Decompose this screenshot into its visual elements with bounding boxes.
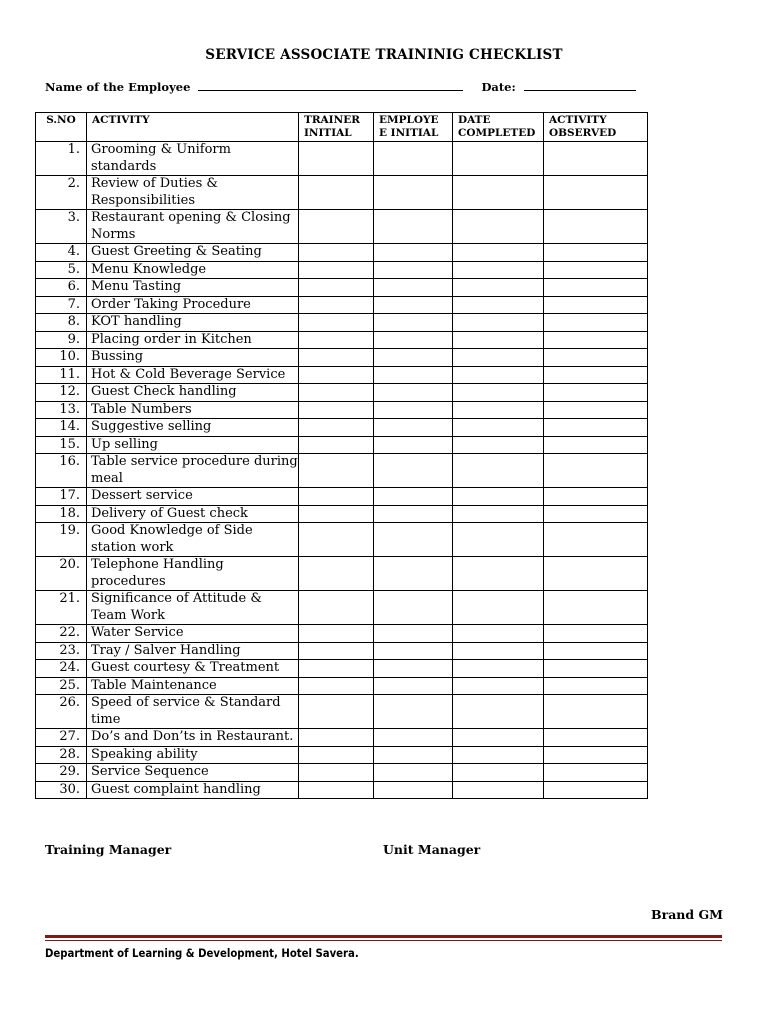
- trainer-initial-cell[interactable]: [299, 349, 374, 367]
- row-number: 26.: [36, 695, 87, 729]
- table-row: [36, 419, 648, 437]
- date-completed-cell[interactable]: [453, 436, 544, 454]
- table-row: [36, 279, 648, 297]
- row-activity: Guest courtesy & Treatment: [87, 660, 299, 678]
- trainer-initial-cell[interactable]: [299, 781, 374, 799]
- employee-initial-cell[interactable]: [374, 488, 453, 506]
- employee-initial-cell[interactable]: [374, 384, 453, 402]
- date-completed-cell[interactable]: [453, 557, 544, 591]
- row-number: 8.: [36, 314, 87, 332]
- activity-observed-cell[interactable]: [544, 349, 648, 367]
- date-completed-cell[interactable]: [453, 729, 544, 747]
- date-completed-cell[interactable]: [453, 314, 544, 332]
- employee-initial-cell[interactable]: [374, 729, 453, 747]
- column-header-activity-observed: ACTIVITY OBSERVED: [544, 113, 648, 142]
- activity-observed-cell[interactable]: [544, 314, 648, 332]
- table-row: [36, 591, 648, 625]
- row-activity: Tray / Salver Handling: [87, 642, 299, 660]
- row-activity: Guest complaint handling: [87, 781, 299, 799]
- trainer-initial-cell[interactable]: [299, 366, 374, 384]
- activity-observed-cell[interactable]: [544, 625, 648, 643]
- employee-initial-cell[interactable]: [374, 625, 453, 643]
- row-activity: Guest Check handling: [87, 384, 299, 402]
- unit-manager-signature: Unit Manager: [383, 842, 481, 857]
- row-activity: Water Service: [87, 625, 299, 643]
- activity-observed-cell[interactable]: [544, 401, 648, 419]
- table-row: [36, 176, 648, 210]
- row-activity: Do’s and Don’ts in Restaurant.: [87, 729, 299, 747]
- employee-initial-cell[interactable]: [374, 401, 453, 419]
- activity-observed-cell[interactable]: [544, 677, 648, 695]
- column-header-sno: S.NO: [36, 113, 87, 142]
- employee-initial-cell[interactable]: [374, 781, 453, 799]
- row-number: 15.: [36, 436, 87, 454]
- table-row: [36, 142, 648, 176]
- date-completed-cell[interactable]: [453, 419, 544, 437]
- table-row: [36, 781, 648, 799]
- row-number: 22.: [36, 625, 87, 643]
- row-activity: Service Sequence: [87, 764, 299, 782]
- table-row: [36, 314, 648, 332]
- trainer-initial-cell[interactable]: [299, 279, 374, 297]
- activity-observed-cell[interactable]: [544, 210, 648, 244]
- row-activity: Hot & Cold Beverage Service: [87, 366, 299, 384]
- date-completed-cell[interactable]: [453, 331, 544, 349]
- date-completed-cell[interactable]: [453, 764, 544, 782]
- row-number: 27.: [36, 729, 87, 747]
- row-number: 30.: [36, 781, 87, 799]
- activity-observed-cell[interactable]: [544, 642, 648, 660]
- activity-observed-cell[interactable]: [544, 244, 648, 262]
- trainer-initial-cell[interactable]: [299, 419, 374, 437]
- trainer-initial-cell[interactable]: [299, 660, 374, 678]
- date-completed-cell[interactable]: [453, 505, 544, 523]
- row-number: 1.: [36, 142, 87, 176]
- row-number: 11.: [36, 366, 87, 384]
- date-completed-cell[interactable]: [453, 781, 544, 799]
- table-row: [36, 261, 648, 279]
- employee-initial-cell[interactable]: [374, 660, 453, 678]
- employee-initial-cell[interactable]: [374, 244, 453, 262]
- trainer-initial-cell[interactable]: [299, 261, 374, 279]
- trainer-initial-cell[interactable]: [299, 176, 374, 210]
- row-activity: Order Taking Procedure: [87, 296, 299, 314]
- table-row: [36, 349, 648, 367]
- row-number: 17.: [36, 488, 87, 506]
- employee-name-field[interactable]: [198, 81, 463, 91]
- row-number: 4.: [36, 244, 87, 262]
- table-row: [36, 331, 648, 349]
- row-number: 2.: [36, 176, 87, 210]
- trainer-initial-cell[interactable]: [299, 210, 374, 244]
- employee-initial-cell[interactable]: [374, 677, 453, 695]
- activity-observed-cell[interactable]: [544, 176, 648, 210]
- activity-observed-cell[interactable]: [544, 764, 648, 782]
- table-row: [36, 746, 648, 764]
- table-row: [36, 454, 648, 488]
- date-completed-cell[interactable]: [453, 210, 544, 244]
- row-number: 13.: [36, 401, 87, 419]
- row-activity: Speaking ability: [87, 746, 299, 764]
- table-row: [36, 764, 648, 782]
- employee-initial-cell[interactable]: [374, 591, 453, 625]
- date-completed-cell[interactable]: [453, 591, 544, 625]
- employee-initial-cell[interactable]: [374, 764, 453, 782]
- date-completed-cell[interactable]: [453, 244, 544, 262]
- table-row: [36, 488, 648, 506]
- activity-observed-cell[interactable]: [544, 729, 648, 747]
- activity-observed-cell[interactable]: [544, 523, 648, 557]
- date-completed-cell[interactable]: [453, 142, 544, 176]
- table-row: [36, 210, 648, 244]
- row-activity: Speed of service & Standard time: [87, 695, 299, 729]
- row-number: 16.: [36, 454, 87, 488]
- table-row: [36, 296, 648, 314]
- table-row: [36, 505, 648, 523]
- row-activity: KOT handling: [87, 314, 299, 332]
- activity-observed-cell[interactable]: [544, 419, 648, 437]
- date-completed-cell[interactable]: [453, 677, 544, 695]
- table-row: [36, 384, 648, 402]
- date-completed-cell[interactable]: [453, 660, 544, 678]
- column-header-date-completed: DATE COMPLETED: [453, 113, 544, 142]
- activity-observed-cell[interactable]: [544, 384, 648, 402]
- footer-divider: [45, 935, 722, 941]
- date-completed-cell[interactable]: [453, 695, 544, 729]
- trainer-initial-cell[interactable]: [299, 523, 374, 557]
- row-activity: Table Maintenance: [87, 677, 299, 695]
- column-header-activity: ACTIVITY: [87, 113, 299, 142]
- date-completed-cell[interactable]: [453, 349, 544, 367]
- date-completed-cell[interactable]: [453, 746, 544, 764]
- row-number: 12.: [36, 384, 87, 402]
- employee-initial-cell[interactable]: [374, 523, 453, 557]
- employee-name-label: Name of the Employee: [45, 80, 191, 94]
- row-number: 19.: [36, 523, 87, 557]
- date-label: Date:: [481, 80, 516, 94]
- employee-initial-cell[interactable]: [374, 279, 453, 297]
- table-row: [36, 729, 648, 747]
- activity-observed-cell[interactable]: [544, 505, 648, 523]
- row-activity: Grooming & Uniform standards: [87, 142, 299, 176]
- employee-initial-cell[interactable]: [374, 349, 453, 367]
- row-activity: Good Knowledge of Side station work: [87, 523, 299, 557]
- row-activity: Dessert service: [87, 488, 299, 506]
- table-row: [36, 436, 648, 454]
- row-activity: Up selling: [87, 436, 299, 454]
- employee-initial-cell[interactable]: [374, 557, 453, 591]
- table-row: [36, 557, 648, 591]
- row-activity: Restaurant opening & Closing Norms: [87, 210, 299, 244]
- row-activity: Table service procedure during meal: [87, 454, 299, 488]
- row-number: 3.: [36, 210, 87, 244]
- training-manager-signature: Training Manager: [45, 842, 172, 857]
- activity-observed-cell[interactable]: [544, 366, 648, 384]
- trainer-initial-cell[interactable]: [299, 436, 374, 454]
- trainer-initial-cell[interactable]: [299, 557, 374, 591]
- activity-observed-cell[interactable]: [544, 660, 648, 678]
- trainer-initial-cell[interactable]: [299, 764, 374, 782]
- row-number: 21.: [36, 591, 87, 625]
- table-row: [36, 695, 648, 729]
- activity-observed-cell[interactable]: [544, 557, 648, 591]
- training-checklist-table: [35, 112, 648, 799]
- employee-info-line: [45, 80, 636, 94]
- employee-initial-cell[interactable]: [374, 142, 453, 176]
- row-number: 23.: [36, 642, 87, 660]
- table-row: [36, 677, 648, 695]
- activity-observed-cell[interactable]: [544, 695, 648, 729]
- activity-observed-cell[interactable]: [544, 746, 648, 764]
- row-activity: Menu Knowledge: [87, 261, 299, 279]
- trainer-initial-cell[interactable]: [299, 729, 374, 747]
- activity-observed-cell[interactable]: [544, 436, 648, 454]
- trainer-initial-cell[interactable]: [299, 677, 374, 695]
- activity-observed-cell[interactable]: [544, 781, 648, 799]
- page-title: SERVICE ASSOCIATE TRAININIG CHECKLIST: [205, 47, 563, 63]
- employee-initial-cell[interactable]: [374, 454, 453, 488]
- employee-initial-cell[interactable]: [374, 366, 453, 384]
- table-row: [36, 401, 648, 419]
- trainer-initial-cell[interactable]: [299, 454, 374, 488]
- row-activity: Telephone Handling procedures: [87, 557, 299, 591]
- row-number: 6.: [36, 279, 87, 297]
- employee-initial-cell[interactable]: [374, 314, 453, 332]
- table-row: [36, 660, 648, 678]
- trainer-initial-cell[interactable]: [299, 591, 374, 625]
- row-number: 10.: [36, 349, 87, 367]
- row-activity: Suggestive selling: [87, 419, 299, 437]
- row-number: 29.: [36, 764, 87, 782]
- row-activity: Bussing: [87, 349, 299, 367]
- trainer-initial-cell[interactable]: [299, 314, 374, 332]
- row-number: 7.: [36, 296, 87, 314]
- date-completed-cell[interactable]: [453, 279, 544, 297]
- trainer-initial-cell[interactable]: [299, 331, 374, 349]
- table-row: [36, 625, 648, 643]
- date-completed-cell[interactable]: [453, 454, 544, 488]
- activity-observed-cell[interactable]: [544, 331, 648, 349]
- trainer-initial-cell[interactable]: [299, 488, 374, 506]
- row-activity: Review of Duties & Responsibilities: [87, 176, 299, 210]
- date-completed-cell[interactable]: [453, 296, 544, 314]
- date-completed-cell[interactable]: [453, 523, 544, 557]
- date-field[interactable]: [524, 81, 636, 91]
- date-completed-cell[interactable]: [453, 401, 544, 419]
- brand-gm-signature: Brand GM: [651, 907, 723, 922]
- trainer-initial-cell[interactable]: [299, 384, 374, 402]
- activity-observed-cell[interactable]: [544, 488, 648, 506]
- row-number: 28.: [36, 746, 87, 764]
- trainer-initial-cell[interactable]: [299, 142, 374, 176]
- activity-observed-cell[interactable]: [544, 296, 648, 314]
- trainer-initial-cell[interactable]: [299, 642, 374, 660]
- employee-initial-cell[interactable]: [374, 746, 453, 764]
- row-number: 14.: [36, 419, 87, 437]
- row-activity: Delivery of Guest check: [87, 505, 299, 523]
- trainer-initial-cell[interactable]: [299, 296, 374, 314]
- row-number: 5.: [36, 261, 87, 279]
- row-activity: Menu Tasting: [87, 279, 299, 297]
- activity-observed-cell[interactable]: [544, 142, 648, 176]
- row-number: 25.: [36, 677, 87, 695]
- trainer-initial-cell[interactable]: [299, 695, 374, 729]
- employee-initial-cell[interactable]: [374, 331, 453, 349]
- row-activity: Table Numbers: [87, 401, 299, 419]
- column-header-trainer-initial: TRAINER INITIAL: [299, 113, 374, 142]
- table-row: [36, 642, 648, 660]
- date-completed-cell[interactable]: [453, 384, 544, 402]
- row-number: 20.: [36, 557, 87, 591]
- employee-initial-cell[interactable]: [374, 261, 453, 279]
- footer-text: Department of Learning & Development, Hotel Savera.: [45, 946, 359, 960]
- employee-initial-cell[interactable]: [374, 210, 453, 244]
- column-header-employee-initial: EMPLOYE E INITIAL: [374, 113, 453, 142]
- employee-initial-cell[interactable]: [374, 436, 453, 454]
- employee-initial-cell[interactable]: [374, 505, 453, 523]
- table-row: [36, 366, 648, 384]
- trainer-initial-cell[interactable]: [299, 244, 374, 262]
- employee-initial-cell[interactable]: [374, 642, 453, 660]
- employee-initial-cell[interactable]: [374, 296, 453, 314]
- date-completed-cell[interactable]: [453, 642, 544, 660]
- employee-initial-cell[interactable]: [374, 695, 453, 729]
- activity-observed-cell[interactable]: [544, 591, 648, 625]
- row-number: 18.: [36, 505, 87, 523]
- date-completed-cell[interactable]: [453, 625, 544, 643]
- trainer-initial-cell[interactable]: [299, 746, 374, 764]
- employee-initial-cell[interactable]: [374, 419, 453, 437]
- row-activity: Guest Greeting & Seating: [87, 244, 299, 262]
- date-completed-cell[interactable]: [453, 366, 544, 384]
- trainer-initial-cell[interactable]: [299, 625, 374, 643]
- row-activity: Significance of Attitude & Team Work: [87, 591, 299, 625]
- activity-observed-cell[interactable]: [544, 261, 648, 279]
- date-completed-cell[interactable]: [453, 261, 544, 279]
- row-activity: Placing order in Kitchen: [87, 331, 299, 349]
- table-row: [36, 244, 648, 262]
- trainer-initial-cell[interactable]: [299, 505, 374, 523]
- activity-observed-cell[interactable]: [544, 454, 648, 488]
- row-number: 24.: [36, 660, 87, 678]
- table-row: [36, 523, 648, 557]
- date-completed-cell[interactable]: [453, 176, 544, 210]
- employee-initial-cell[interactable]: [374, 176, 453, 210]
- row-number: 9.: [36, 331, 87, 349]
- activity-observed-cell[interactable]: [544, 279, 648, 297]
- table-header-row: [36, 113, 648, 142]
- date-completed-cell[interactable]: [453, 488, 544, 506]
- trainer-initial-cell[interactable]: [299, 401, 374, 419]
